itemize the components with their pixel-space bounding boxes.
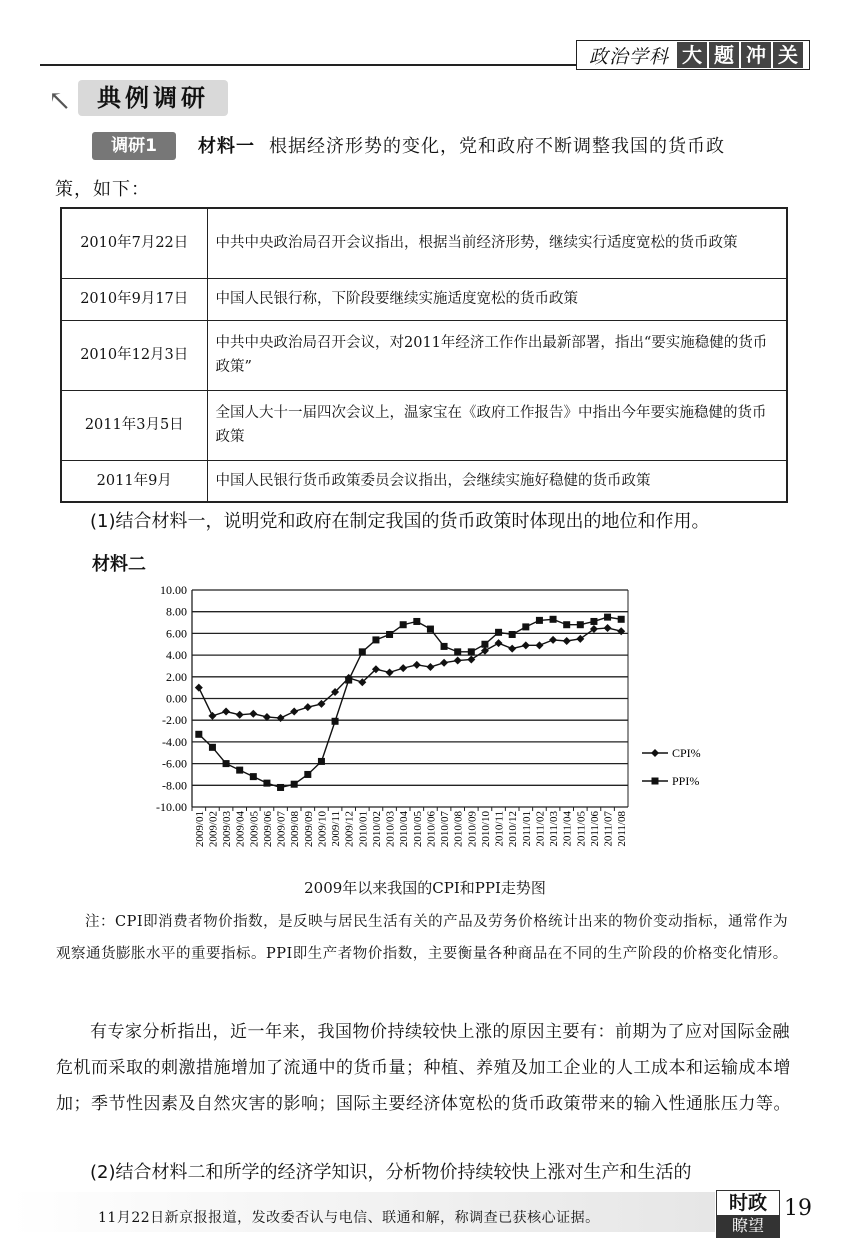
series-line-PPI (199, 617, 621, 787)
header-tag: 冲 (741, 42, 771, 68)
x-tick-label: 2009/12 (343, 811, 356, 848)
x-tick-label: 2009/11 (330, 811, 343, 847)
table-text: 中国人民银行称，下阶段要继续实施适度宽松的货币政策 (207, 278, 787, 320)
x-tick-label: 2010/08 (452, 811, 465, 848)
x-tick-label: 2009/05 (248, 811, 261, 848)
x-tick-label: 2009/03 (221, 811, 234, 848)
ppi-point (618, 616, 625, 623)
y-tick-label: -6.00 (162, 756, 187, 771)
material2-label: 材料二 (92, 554, 146, 575)
x-tick-label: 2011/02 (534, 811, 547, 847)
table-date: 2010年12月3日 (61, 320, 207, 390)
cpi-point (481, 647, 489, 655)
header-subject: 政治学科 (588, 45, 669, 68)
ppi-point (332, 718, 339, 725)
ppi-point (495, 629, 502, 636)
cpi-point (208, 712, 216, 720)
ppi-point (223, 760, 230, 767)
table-text: 中国人民银行货币政策委员会议指出，会继续实施好稳健的货币政策 (207, 460, 787, 502)
series-line-CPI (199, 628, 621, 718)
table-row (61, 460, 787, 502)
ppi-point (550, 616, 557, 623)
cpi-point (467, 655, 475, 663)
y-tick-label: -10.00 (156, 800, 187, 814)
header-tag: 大 (677, 42, 707, 68)
ppi-point (304, 771, 311, 778)
ppi-point (277, 784, 284, 791)
x-tick-label: 2009/01 (193, 811, 206, 848)
ppi-point (236, 767, 243, 774)
x-tick-label: 2010/06 (425, 811, 438, 848)
material1-intro (198, 132, 725, 158)
table-date: 2011年3月5日 (61, 390, 207, 460)
ppi-point (577, 621, 584, 628)
x-tick-label: 2011/05 (575, 811, 588, 847)
header-box (576, 40, 810, 70)
x-tick-label: 2010/01 (357, 811, 370, 848)
table-row (61, 208, 787, 278)
cpi-point (549, 636, 557, 644)
ppi-point (345, 677, 352, 684)
header-tag: 题 (709, 42, 739, 68)
ppi-point (209, 744, 216, 751)
x-tick-label: 2009/04 (234, 811, 247, 848)
table-date: 2011年9月 (61, 460, 207, 502)
x-tick-label: 2009/07 (275, 811, 288, 848)
legend-marker (651, 749, 659, 757)
y-tick-label: 0.00 (166, 691, 187, 706)
y-tick-label: -8.00 (162, 778, 187, 793)
ppi-point (427, 626, 434, 633)
cpi-point (222, 708, 230, 716)
ppi-point (522, 623, 529, 630)
x-tick-label: 2010/10 (479, 811, 492, 848)
cpi-point (563, 637, 571, 645)
cpi-point (304, 703, 312, 711)
legend-marker (652, 778, 659, 785)
header-tag: 关 (773, 42, 803, 68)
ppi-point (604, 614, 611, 621)
table-date: 2010年7月22日 (61, 208, 207, 278)
x-tick-label: 2010/02 (370, 811, 383, 848)
cpi-point (399, 664, 407, 672)
x-tick-label: 2010/09 (466, 811, 479, 848)
table-text: 中共中央政治局召开会议，对2011年经济工作作出最新部署，指出“要实施稳健的货币政策” (207, 320, 787, 390)
x-tick-label: 2010/03 (384, 811, 397, 848)
x-tick-label: 2011/03 (548, 811, 561, 847)
cpi-point (236, 711, 244, 719)
ppi-point (291, 781, 298, 788)
material1-label: 材料一 (198, 136, 255, 157)
y-tick-label: 10.00 (160, 583, 187, 597)
footer-news: 11月22日新京报报道，发改委否认与电信、联通和解，称调查已获核心证据。 (98, 1210, 600, 1226)
y-tick-label: -4.00 (162, 734, 187, 749)
table-row (61, 320, 787, 390)
x-tick-label: 2010/12 (507, 811, 520, 848)
question-2: (2)结合材料二和所学的经济学知识，分析物价持续较快上涨对生产和生活的 (90, 1162, 692, 1183)
cpi-point (508, 645, 516, 653)
ppi-point (318, 758, 325, 765)
x-tick-label: 2009/02 (207, 811, 220, 848)
table-date: 2010年9月17日 (61, 278, 207, 320)
chart-note: 注：CPI即消费者物价指数，是反映与居民生活有关的产品及劳务价格统计出来的物价变动指标，通常作为观察通货膨胀水平的重要指标。PPI即生产者物价指数，主要衡量各种商品在不同的生产阶段的价格变化情形。 (56, 914, 789, 962)
cpi-point (604, 624, 612, 632)
table-text: 中共中央政治局召开会议指出，根据当前经济形势，继续实行适度宽松的货币政策 (207, 208, 787, 278)
footer-brand-top: 时政 (728, 1192, 767, 1214)
table-text: 全国人大十一届四次会议上，温家宝在《政府工作报告》中指出今年要实施稳健的货币政策 (207, 390, 787, 460)
cpi-point (290, 708, 298, 716)
x-tick-label: 2010/04 (398, 811, 411, 848)
ppi-point (441, 643, 448, 650)
x-tick-label: 2009/08 (289, 811, 302, 848)
chart-title: 2009年以来我国的CPI和PPI走势图 (304, 879, 546, 897)
x-tick-label: 2011/01 (520, 811, 533, 847)
ppi-point (413, 618, 420, 625)
table-row (61, 278, 787, 320)
x-tick-label: 2011/08 (616, 811, 629, 847)
cpi-point (195, 684, 203, 692)
ppi-point (195, 731, 202, 738)
ppi-point (372, 636, 379, 643)
ppi-point (590, 618, 597, 625)
y-tick-label: 8.00 (166, 604, 187, 619)
page-number: 19 (784, 1196, 812, 1221)
x-tick-label: 2011/04 (561, 811, 574, 847)
legend-label: CPI% (672, 746, 701, 760)
research-badge: 调研1 (92, 132, 176, 160)
y-tick-label: 2.00 (166, 669, 187, 684)
ppi-point (468, 648, 475, 655)
cpi-point (522, 641, 530, 649)
x-tick-label: 2011/07 (602, 811, 615, 847)
cpi-point (440, 659, 448, 667)
cpi-point (495, 639, 503, 647)
cpi-point (426, 663, 434, 671)
cpi-point (386, 668, 394, 676)
cpi-point (413, 661, 421, 669)
ppi-point (359, 648, 366, 655)
x-tick-label: 2009/06 (261, 811, 274, 848)
table-row (61, 390, 787, 460)
ppi-point (563, 621, 570, 628)
footer-brand (716, 1190, 780, 1238)
ppi-point (536, 617, 543, 624)
footer-brand-bottom: 瞭望 (717, 1215, 779, 1237)
legend-label: PPI% (672, 774, 700, 788)
y-tick-label: 4.00 (166, 648, 187, 663)
x-tick-label: 2010/05 (411, 811, 424, 848)
ppi-point (454, 648, 461, 655)
x-tick-label: 2009/10 (316, 811, 329, 848)
ppi-point (263, 780, 270, 787)
x-tick-label: 2010/11 (493, 811, 506, 847)
cpi-ppi-chart (120, 580, 720, 875)
y-tick-label: 6.00 (166, 626, 187, 641)
ppi-point (386, 631, 393, 638)
section-title: 典例调研 (78, 80, 228, 116)
arrow-icon: ↖ (48, 84, 72, 117)
material1-intro-line2: 策，如下： (55, 179, 150, 200)
ppi-point (400, 621, 407, 628)
cpi-point (454, 657, 462, 665)
policy-table (60, 207, 788, 503)
ppi-point (481, 641, 488, 648)
cpi-point (249, 710, 257, 718)
x-tick-label: 2011/06 (588, 811, 601, 847)
material1-intro-line1: 根据经济形势的变化，党和政府不断调整我国的货币政 (269, 136, 725, 157)
question-1: (1)结合材料一，说明党和政府在制定我国的货币政策时体现出的地位和作用。 (90, 511, 710, 532)
y-tick-label: -2.00 (162, 713, 187, 728)
x-tick-label: 2010/07 (439, 811, 452, 848)
cpi-point (535, 641, 543, 649)
ppi-point (509, 631, 516, 638)
expert-paragraph: 有专家分析指出，近一年来，我国物价持续较快上涨的原因主要有：前期为了应对国际金融危机而采取的刺激措施增加了流通中的货币量；种植、养殖及加工企业的人工成本和运输成本增加；季节性因素及自然灾害的影响；国际主要经济体宽松的货币政策带来的输入性通胀压力等。 (56, 1022, 791, 1114)
x-tick-label: 2009/09 (302, 811, 315, 848)
ppi-point (250, 773, 257, 780)
